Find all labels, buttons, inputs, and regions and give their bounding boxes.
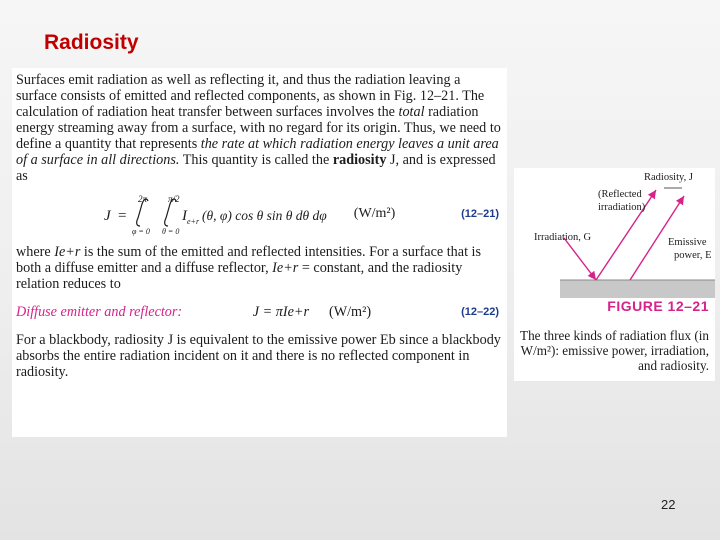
emissive-label-line2: power, E — [674, 250, 712, 261]
figure-number: FIGURE 12–21 — [607, 298, 709, 314]
slide-title: Radiosity — [44, 31, 139, 54]
equation-12-21 — [16, 192, 501, 236]
figure-12-21 — [514, 168, 715, 381]
equation-12-22-label: Diffuse emitter and reflector: — [16, 304, 183, 320]
para1-text-a: Surfaces emit radiation as well as reflecting it, and thus the radiation leaving a surface consists of emitted and reflected components, as shown in Fig. 12–21. The calculation of radiation heat transfer between surfaces involves the — [16, 72, 485, 120]
text-panel — [12, 68, 507, 437]
para2-text-a: where — [16, 244, 55, 260]
svg-text:φ = 0: φ = 0 — [132, 227, 150, 236]
svg-text:(θ, φ) cos θ sin θ dθ dφ: (θ, φ) cos θ sin θ dθ dφ — [202, 208, 327, 223]
para1-italic-total: total — [398, 104, 425, 120]
paragraph-diffuse-surface — [16, 244, 501, 292]
para1-text-c: This quantity is called the — [179, 152, 333, 168]
svg-text:θ = 0: θ = 0 — [162, 227, 180, 236]
svg-text:I: I — [182, 208, 187, 224]
para1-bold-radiosity: radiosity — [332, 152, 387, 168]
svg-text:2π: 2π — [138, 194, 148, 204]
svg-text:=: = — [118, 208, 127, 224]
radiosity-label: Radiosity, J — [644, 172, 693, 183]
para1-italic-definition: the rate at which radiation energy leaves a unit area of a surface in all directions. — [16, 136, 499, 168]
paragraph-radiosity-definition — [16, 72, 501, 184]
page-number: 22 — [661, 497, 676, 512]
para1-text-b: radiation energy streaming away from a surface, with no regard for its origin. Thus, we need to define a quantity that represents — [16, 104, 501, 152]
radiosity-integral-formula — [16, 192, 327, 236]
svg-text:π/2: π/2 — [168, 194, 180, 204]
para2-symbol-intensity-2: Ie+r — [272, 260, 299, 276]
equation-12-21-unit: (W/m²) — [353, 206, 396, 221]
surface-block — [560, 280, 715, 298]
equation-12-22 — [16, 302, 501, 322]
para2-symbol-intensity: Ie+r — [54, 244, 81, 260]
paragraph-blackbody: For a blackbody, radiosity J is equivalent to the emissive power Eb since a blackbody absorbs the entire radiation incident on it and there is no reflected component in radiosity. — [16, 332, 501, 380]
reflected-label-line2: irradiation) — [598, 202, 646, 213]
equation-12-22-formula: J = πIe+r — [252, 304, 309, 320]
para1-text-d: J, and is expressed as — [16, 152, 496, 184]
svg-text:e+r: e+r — [187, 217, 200, 226]
irradiation-arrow — [564, 238, 596, 280]
emissive-label-line1: Emissive — [668, 237, 707, 248]
equation-12-22-unit: (W/m²) — [329, 304, 372, 320]
figure-caption: The three kinds of radiation flux (in W/m²): emissive power, irradiation, and radiosity. — [520, 328, 709, 373]
equation-12-22-expression — [253, 304, 371, 320]
radiation-flux-diagram — [514, 168, 715, 298]
equation-12-21-number: (12–21) — [461, 208, 499, 220]
svg-text:J: J — [104, 208, 111, 224]
equation-12-22-number: (12–22) — [461, 306, 499, 318]
reflected-label-line1: (Reflected — [598, 189, 642, 200]
para2-text-b: is the sum of the emitted and reflected intensities. For a surface that is both a diffuse emitter and a diffuse reflector, — [16, 244, 482, 276]
para2-text-c: = constant, and the radiosity relation reduces to — [16, 260, 463, 292]
irradiation-label: Irradiation, G — [534, 232, 592, 243]
